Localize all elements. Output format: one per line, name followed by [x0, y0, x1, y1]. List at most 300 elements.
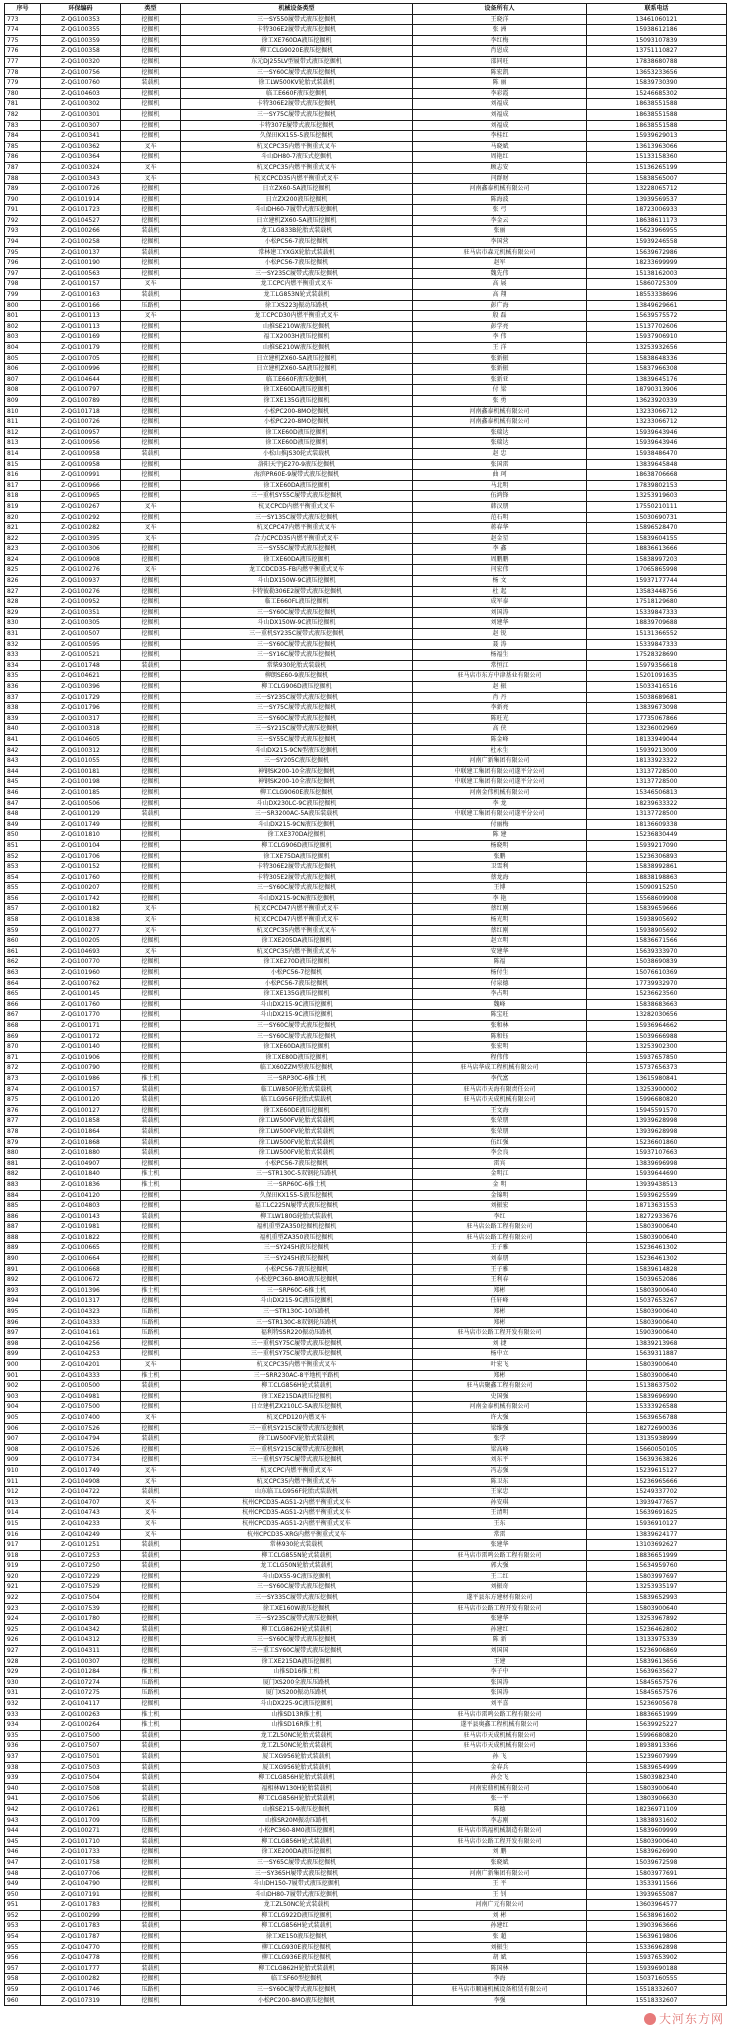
row-type: 挖掘机 [121, 1995, 181, 2006]
row-owner: 河南鑫泰机械有限公司 [413, 417, 587, 428]
row-phone: 13623920339 [587, 395, 727, 406]
row-env-code: Z-QG100507 [41, 629, 121, 640]
row-phone: 15518332607 [587, 1995, 727, 2006]
table-row [5, 692, 727, 703]
row-owner: 河南宏鼎机械有限公司 [413, 1783, 587, 1794]
row-type: 压路机 [121, 1317, 181, 1328]
row-env-code: Z-QG104527 [41, 215, 121, 226]
row-model: 龙工ZL50NC轮式装载机 [181, 1900, 413, 1911]
row-type: 挖掘机 [121, 56, 181, 67]
row-type: 挖掘机 [121, 1593, 181, 1604]
row-no: 845 [5, 777, 41, 788]
row-model: 神钢SK200-10全液压挖掘机 [181, 777, 413, 788]
row-phone: 15038690839 [587, 957, 727, 968]
row-phone: 15838648336 [587, 353, 727, 364]
row-env-code: Z-QG107229 [41, 1571, 121, 1582]
row-model: 杭叉CPC35内燃平衡重式叉车 [181, 162, 413, 173]
row-no: 947 [5, 1857, 41, 1868]
row-no: 874 [5, 1084, 41, 1095]
table-body [5, 14, 727, 2006]
row-no: 933 [5, 1709, 41, 1720]
row-no: 871 [5, 1052, 41, 1063]
row-env-code: Z-QG100312 [41, 745, 121, 756]
row-phone: 15803900640 [587, 1370, 727, 1381]
row-owner: 孙会飞 [413, 1773, 587, 1784]
row-env-code: Z-QG101858 [41, 1116, 121, 1127]
row-owner: 史国强 [413, 1391, 587, 1402]
row-type: 装载机 [121, 809, 181, 820]
row-phone: 15938612186 [587, 25, 727, 36]
row-type: 挖掘机 [121, 1603, 181, 1614]
row-model: 杭叉CPCD47内燃平衡重式叉车 [181, 904, 413, 915]
row-no: 900 [5, 1360, 41, 1371]
table-row [5, 470, 727, 481]
row-phone: 15236906869 [587, 1646, 727, 1657]
row-model: 福利特SSR220振动压路机 [181, 1328, 413, 1339]
row-env-code: Z-QG100958 [41, 459, 121, 470]
row-no: 853 [5, 862, 41, 873]
row-model: 三一SY75C履带式液压挖掘机 [181, 703, 413, 714]
row-owner: 杨晓明 [413, 840, 587, 851]
row-phone: 15937906910 [587, 332, 727, 343]
row-model: 福机重型ZA350挖掘机挖掘机 [181, 1222, 413, 1233]
row-phone: 15339847333 [587, 607, 727, 618]
row-type: 挖掘机 [121, 1614, 181, 1625]
row-env-code: Z-QG101780 [41, 1614, 121, 1625]
row-no: 791 [5, 205, 41, 216]
row-phone: 15660050105 [587, 1444, 727, 1455]
row-env-code: Z-QG100956 [41, 438, 121, 449]
row-owner: 驻马店市公路工程开发有限公司 [413, 1603, 587, 1614]
row-type: 叉车 [121, 565, 181, 576]
table-row [5, 1381, 727, 1392]
row-no: 839 [5, 713, 41, 724]
row-type: 挖掘机 [121, 480, 181, 491]
row-no: 847 [5, 798, 41, 809]
row-env-code: Z-QG100190 [41, 258, 121, 269]
row-model: 三一SY335C履带式液压挖掘机 [181, 1593, 413, 1604]
row-phone: 15839626990 [587, 1847, 727, 1858]
row-type: 叉车 [121, 1529, 181, 1540]
row-env-code: Z-QG107706 [41, 1868, 121, 1879]
watermark [644, 2010, 724, 2027]
row-env-code: Z-QG101284 [41, 1667, 121, 1678]
row-type: 挖掘机 [121, 650, 181, 661]
row-model: 徐工XE200DA液压挖掘机 [181, 1847, 413, 1858]
row-type: 挖掘机 [121, 1063, 181, 1074]
row-env-code: Z-QG100145 [41, 989, 121, 1000]
row-phone: 15236965666 [587, 1476, 727, 1487]
row-env-code: Z-QG107503 [41, 1762, 121, 1773]
table-row [5, 374, 727, 385]
row-phone: 15623966955 [587, 226, 727, 237]
row-type: 挖掘机 [121, 1402, 181, 1413]
row-model: 临工E660F液压挖掘机 [181, 374, 413, 385]
row-owner: 张鹏 [413, 851, 587, 862]
row-no: 939 [5, 1773, 41, 1784]
row-no: 828 [5, 597, 41, 608]
row-model: 三一SY135C履带式液压挖掘机 [181, 512, 413, 523]
row-type: 压路机 [121, 1677, 181, 1688]
table-row [5, 1561, 727, 1572]
row-owner: 常恒江 [413, 660, 587, 671]
table-row [5, 734, 727, 745]
row-model: 杭州CPCD35-AG51-2内燃平衡重式叉车 [181, 1508, 413, 1519]
row-phone: 13839696998 [587, 1158, 727, 1169]
row-phone: 18836613666 [587, 544, 727, 555]
row-type: 挖掘机 [121, 364, 181, 375]
row-owner: 蔡红刚 [413, 904, 587, 915]
table-row [5, 682, 727, 693]
row-type: 装载机 [121, 1794, 181, 1805]
row-model: 久保田KX155-5液压挖掘机 [181, 1190, 413, 1201]
row-owner: 赵 锐 [413, 629, 587, 640]
row-model: 厦门XS200全液压压路机 [181, 1677, 413, 1688]
row-type: 挖掘机 [121, 417, 181, 428]
row-no: 852 [5, 851, 41, 862]
row-phone: 15839730390 [587, 78, 727, 89]
row-env-code: Z-QG100143 [41, 1211, 121, 1222]
table-row [5, 862, 727, 873]
row-phone: 13839213968 [587, 1338, 727, 1349]
table-row [5, 544, 727, 555]
row-no: 908 [5, 1444, 41, 1455]
row-phone: 15639635627 [587, 1667, 727, 1678]
row-owner: 王家忠 [413, 1487, 587, 1498]
row-env-code: Z-QG104790 [41, 1879, 121, 1890]
row-env-code: Z-QG100789 [41, 395, 121, 406]
table-row [5, 1169, 727, 1180]
row-owner: 驻马店华成工程机械有限公司 [413, 1063, 587, 1074]
row-env-code: Z-QG104743 [41, 1508, 121, 1519]
row-type: 叉车 [121, 915, 181, 926]
row-phone: 13253902300 [587, 1042, 727, 1053]
table-row [5, 1391, 727, 1402]
row-owner: 金明江 [413, 1169, 587, 1180]
row-model: 三一重机SY215C履带式液压挖掘机 [181, 1423, 413, 1434]
row-no: 921 [5, 1582, 41, 1593]
row-owner: 雷宾 [413, 1158, 587, 1169]
table-row [5, 798, 727, 809]
row-owner: 陈旺光 [413, 713, 587, 724]
table-row [5, 14, 727, 25]
table-row [5, 1465, 727, 1476]
row-owner: 李 艳 [413, 893, 587, 904]
table-row [5, 215, 727, 226]
table-row [5, 279, 727, 290]
row-owner: 王东 [413, 1518, 587, 1529]
row-env-code: Z-QG107253 [41, 1550, 121, 1561]
row-phone: 15131366552 [587, 629, 727, 640]
row-env-code: Z-QG100172 [41, 1031, 121, 1042]
row-env-code: Z-QG101783 [41, 1900, 121, 1911]
row-model: 三一重机SY75C履带式液压挖掘机 [181, 1349, 413, 1360]
row-model: 福工LC225N履带式液压挖掘机 [181, 1201, 413, 1212]
row-phone: 15137702606 [587, 321, 727, 332]
row-env-code: Z-QG100276 [41, 586, 121, 597]
table-row [5, 1900, 727, 1911]
row-type: 装载机 [121, 1084, 181, 1095]
row-model: 东元DJ255LV型履带式液压挖掘机 [181, 56, 413, 67]
row-phone: 13849629661 [587, 300, 727, 311]
row-env-code: Z-QG101055 [41, 756, 121, 767]
row-phone: 13233066712 [587, 417, 727, 428]
row-type: 挖掘机 [121, 1349, 181, 1360]
row-owner: 李红梅 [413, 35, 587, 46]
row-no: 955 [5, 1942, 41, 1953]
row-env-code: Z-QG101748 [41, 660, 121, 671]
row-model: 临工X60ZZM型液压挖掘机 [181, 1063, 413, 1074]
row-type: 挖掘机 [121, 713, 181, 724]
row-owner: 付泉德 [413, 978, 587, 989]
row-type: 挖掘机 [121, 819, 181, 830]
row-model: 龙工CLG50N轮胎式装载机 [181, 1561, 413, 1572]
row-owner: 驻马店市公路工程开发有限公司 [413, 1328, 587, 1339]
row-env-code: Z-QG101868 [41, 1137, 121, 1148]
table-row [5, 1222, 727, 1233]
row-phone: 15236905678 [587, 1699, 727, 1710]
row-phone: 15236623560 [587, 989, 727, 1000]
row-env-code: Z-QG107508 [41, 1783, 121, 1794]
row-env-code: Z-QG100198 [41, 777, 121, 788]
row-model: 三一SY60C履带式液压挖掘机 [181, 1021, 413, 1032]
row-model: 三一重工SY60C履带式液压挖掘机 [181, 1646, 413, 1657]
row-type: 挖掘机 [121, 1010, 181, 1021]
row-type: 挖掘机 [121, 99, 181, 110]
row-phone: 15093107839 [587, 35, 727, 46]
table-row [5, 1995, 727, 2006]
table-row [5, 1360, 727, 1371]
row-model: 卡特306E2履带式液压挖掘机 [181, 99, 413, 110]
row-env-code: Z-QG101796 [41, 703, 121, 714]
row-no: 912 [5, 1487, 41, 1498]
row-phone: 15939246558 [587, 237, 727, 248]
row-env-code: Z-QG104644 [41, 374, 121, 385]
row-no: 858 [5, 915, 41, 926]
row-phone: 15939644690 [587, 1169, 727, 1180]
row-model: 杭叉CPCD35内燃平衡重式叉车 [181, 173, 413, 184]
table-row [5, 1985, 727, 1996]
row-env-code: Z-QG101710 [41, 1836, 121, 1847]
row-model: 常林930轮式装载机 [181, 1540, 413, 1551]
row-no: 774 [5, 25, 41, 36]
table-row [5, 1190, 727, 1201]
row-model: 小松PC200-8MO液压挖掘机 [181, 1995, 413, 2006]
row-owner: 张 超 [413, 1932, 587, 1943]
row-phone: 18836651999 [587, 1709, 727, 1720]
watermark-logo-icon [644, 2013, 656, 2025]
row-no: 835 [5, 671, 41, 682]
row-owner: 邵同旺 [413, 56, 587, 67]
table-row [5, 1794, 727, 1805]
row-type: 挖掘机 [121, 1444, 181, 1455]
row-type: 推土机 [121, 1073, 181, 1084]
row-owner: 王利春 [413, 1275, 587, 1286]
row-no: 801 [5, 311, 41, 322]
table-row [5, 78, 727, 89]
row-phone: 13282030656 [587, 1010, 727, 1021]
row-model: 徐工XE760DA液压挖掘机 [181, 35, 413, 46]
row-type: 推土机 [121, 1720, 181, 1731]
row-owner: 张一平 [413, 1794, 587, 1805]
row-model: 三一SR3200AC-5A液压装载机 [181, 809, 413, 820]
row-phone: 15333926588 [587, 1402, 727, 1413]
table-row [5, 120, 727, 131]
row-no: 837 [5, 692, 41, 703]
row-no: 775 [5, 35, 41, 46]
row-no: 862 [5, 957, 41, 968]
row-model: 徐工LW500FV轮胎式装载机 [181, 1148, 413, 1159]
row-model: 三一SY55C履带式液压挖掘机 [181, 544, 413, 555]
row-type: 装载机 [121, 226, 181, 237]
table-row [5, 512, 727, 523]
table-row [5, 1455, 727, 1466]
row-owner: 刘国国 [413, 1646, 587, 1657]
table-row [5, 173, 727, 184]
row-phone: 15803900640 [587, 1232, 727, 1243]
row-model: 徐工XE215DA液压挖掘机 [181, 1656, 413, 1667]
table-row [5, 1232, 727, 1243]
row-env-code: Z-QG101914 [41, 194, 121, 205]
row-env-code: Z-QG100324 [41, 162, 121, 173]
row-phone: 13939655087 [587, 1889, 727, 1900]
row-phone: 18790313906 [587, 385, 727, 396]
row-env-code: Z-QG100267 [41, 501, 121, 512]
row-env-code: Z-QG100358 [41, 46, 121, 57]
row-model: 徐工LW500FV轮胎式装载机 [181, 1116, 413, 1127]
row-type: 挖掘机 [121, 1953, 181, 1964]
row-model: 三一SY60C履带式液压挖掘机 [181, 1985, 413, 1996]
row-env-code: Z-QG101770 [41, 1010, 121, 1021]
row-phone: 15336962898 [587, 1942, 727, 1953]
row-model: 杭叉CPC35内燃平衡重式叉车 [181, 141, 413, 152]
row-type: 装载机 [121, 1921, 181, 1932]
table-row [5, 872, 727, 883]
row-type: 挖掘机 [121, 968, 181, 979]
row-env-code: Z-QG101986 [41, 1073, 121, 1084]
row-model: 徐工XE160W液压挖掘机 [181, 1603, 413, 1614]
row-env-code: Z-QG107319 [41, 1995, 121, 2006]
row-owner: 伍鸿锋 [413, 491, 587, 502]
row-type: 挖掘机 [121, 1201, 181, 1212]
row-env-code: Z-QG104605 [41, 734, 121, 745]
row-type: 装载机 [121, 78, 181, 89]
row-type: 叉车 [121, 141, 181, 152]
row-model: 日立建机ZX60-5A液压挖掘机 [181, 215, 413, 226]
row-no: 826 [5, 576, 41, 587]
row-no: 813 [5, 438, 41, 449]
row-env-code: Z-QG101777 [41, 1963, 121, 1974]
row-env-code: Z-QG101760 [41, 872, 121, 883]
row-no: 868 [5, 1021, 41, 1032]
table-row [5, 1402, 727, 1413]
row-model: 三一SY16C履带式液压挖掘机 [181, 650, 413, 661]
row-env-code: Z-QG104621 [41, 671, 121, 682]
row-owner: 王文海 [413, 1105, 587, 1116]
row-owner: 刘 鹏 [413, 1847, 587, 1858]
row-owner: 陈 建 [413, 830, 587, 841]
row-no: 779 [5, 78, 41, 89]
row-model: 三一SY235C履带式液压挖掘机 [181, 1614, 413, 1625]
row-no: 944 [5, 1826, 41, 1837]
row-type: 挖掘机 [121, 120, 181, 131]
row-env-code: Z-QG107500 [41, 1730, 121, 1741]
row-owner: 赵 振 [413, 682, 587, 693]
table-row [5, 915, 727, 926]
row-no: 820 [5, 512, 41, 523]
row-phone: 15201091635 [587, 671, 727, 682]
row-type: 挖掘机 [121, 1031, 181, 1042]
table-row [5, 141, 727, 152]
row-type: 挖掘机 [121, 35, 181, 46]
row-env-code: Z-QG100306 [41, 544, 121, 555]
row-phone: 15845657576 [587, 1677, 727, 1688]
row-model: 日立ZX60-5A液压挖掘机 [181, 184, 413, 195]
row-phone: 15839659666 [587, 904, 727, 915]
row-model: 山推SE210W液压挖掘机 [181, 343, 413, 354]
table-row [5, 925, 727, 936]
row-owner: 魏峰 [413, 999, 587, 1010]
row-phone: 15839654999 [587, 1762, 727, 1773]
table-row [5, 1953, 727, 1964]
row-no: 830 [5, 618, 41, 629]
row-owner: 彭广海 [413, 300, 587, 311]
row-phone: 13137728500 [587, 777, 727, 788]
row-env-code: Z-QG107507 [41, 1741, 121, 1752]
row-no: 952 [5, 1910, 41, 1921]
table-row [5, 46, 727, 57]
row-no: 855 [5, 883, 41, 894]
table-row [5, 1677, 727, 1688]
row-model: 杭叉CPCD内燃平衡重式叉车 [181, 501, 413, 512]
row-owner: 许大强 [413, 1412, 587, 1423]
row-no: 932 [5, 1699, 41, 1710]
row-env-code: Z-QG104342 [41, 1624, 121, 1635]
row-phone: 17528328690 [587, 650, 727, 661]
row-env-code: Z-QG101810 [41, 830, 121, 841]
row-phone: 15938905692 [587, 915, 727, 926]
row-model: 山推SE210W液压挖掘机 [181, 321, 413, 332]
row-no: 788 [5, 173, 41, 184]
row-model: 斗山DX215-9C液压挖掘机 [181, 1296, 413, 1307]
row-type: 压路机 [121, 1985, 181, 1996]
row-phone: 13839645176 [587, 374, 727, 385]
row-phone: 18133923322 [587, 756, 727, 767]
row-no: 807 [5, 374, 41, 385]
table-row [5, 152, 727, 163]
row-env-code: Z-QG107539 [41, 1603, 121, 1614]
row-type: 装载机 [121, 1836, 181, 1847]
row-env-code: Z-QG104323 [41, 1307, 121, 1318]
row-phone: 15039652086 [587, 1275, 727, 1286]
row-owner: 付丽梅 [413, 819, 587, 830]
row-env-code: Z-QG107274 [41, 1677, 121, 1688]
row-phone: 15939690188 [587, 1963, 727, 1974]
table-row [5, 819, 727, 830]
row-type: 挖掘机 [121, 671, 181, 682]
row-type: 挖掘机 [121, 1338, 181, 1349]
row-owner: 卫雪利 [413, 862, 587, 873]
table-row [5, 385, 727, 396]
row-phone: 15236830449 [587, 830, 727, 841]
row-owner: 金 明 [413, 1179, 587, 1190]
table-row [5, 904, 727, 915]
row-model: 山推SE215-9液压挖掘机 [181, 1804, 413, 1815]
row-no: 877 [5, 1116, 41, 1127]
table-row [5, 713, 727, 724]
row-owner: 梁高峰 [413, 1444, 587, 1455]
row-no: 911 [5, 1476, 41, 1487]
